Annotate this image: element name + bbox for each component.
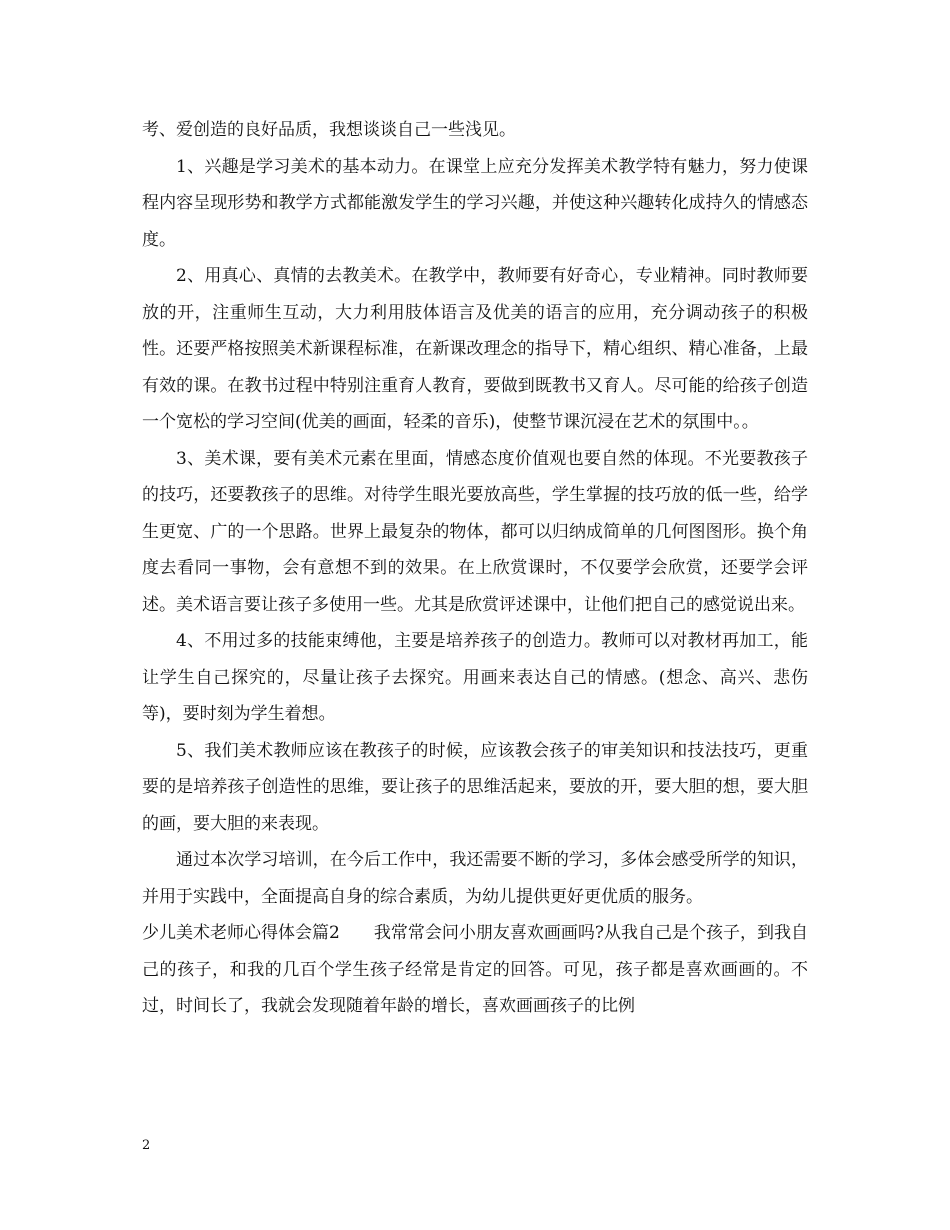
document-body: [142, 112, 808, 1025]
page-number: 2: [142, 1138, 151, 1153]
paragraph: 考、爱创造的良好品质，我想谈谈自己一些浅见。: [142, 120, 516, 140]
section-heading-paragraph: 少儿美术老师心得体会篇2 我常常会问小朋友喜欢画画吗?从我自己是个孩子，到我自己的孩子，和我的几百个学生孩子经常是肯定的回答。可见，孩子都是喜欢画画的。不过，时间长了，我就会发现随着年龄的增长，喜欢画画孩子的比例: [142, 923, 808, 1016]
paragraph: 通过本次学习培训，在今后工作中，我还需要不断的学习，多体会感受所学的知识，并用于实践中，全面提高自身的综合素质，为幼儿提供更好更优质的服务。: [142, 850, 808, 907]
paragraph: 1、兴趣是学习美术的基本动力。在课堂上应充分发挥美术教学特有魅力，努力使课程内容呈现形势和教学方式都能激发学生的学习兴趣，并使这种兴趣转化成持久的情感态度。: [142, 156, 808, 250]
paragraph: 5、我们美术教师应该在教孩子的时候，应该教会孩子的审美知识和技法技巧，更重要的是培养孩子创造性的思维，要让孩子的思维活起来，要放的开，要大胆的想，要大胆的画，要大胆的来表现。: [142, 740, 808, 834]
paragraph: 2、用真心、真情的去教美术。在教学中，教师要有好奇心，专业精神。同时教师要放的开，注重师生互动，大力利用肢体语言及优美的语言的应用，充分调动孩子的积极性。还要严格按照美术新课程标准，在新课改理念的指导下，精心组织、精心准备，上最有效的课。在教书过程中特别注重育人教育，要做到既教书又育人。尽可能的给孩子创造一个宽松的学习空间(优美的画面，轻柔的音乐)，使整节课沉浸在艺术的氛围中。。: [142, 266, 808, 432]
paragraph: 4、不用过多的技能束缚他，主要是培养孩子的创造力。教师可以对教材再加工，能让学生自己探究的，尽量让孩子去探究。用画来表达自己的情感。(想念、高兴、悲伤等)，要时刻为学生着想。: [142, 631, 808, 724]
paragraph: 3、美术课，要有美术元素在里面，情感态度价值观也要自然的体现。不光要教孩子的技巧，还要教孩子的思维。对待学生眼光要放高些，学生掌握的技巧放的低一些，给学生更宽、广的一个思路。世界上最复杂的物体，都可以归纳成简单的几何图图形。换个角度去看同一事物，会有意想不到的效果。在上欣赏课时，不仅要学会欣赏，还要学会评述。美术语言要让孩子多使用一些。尤其是欣赏评述课中，让他们把自己的感觉说出来。: [142, 448, 808, 615]
